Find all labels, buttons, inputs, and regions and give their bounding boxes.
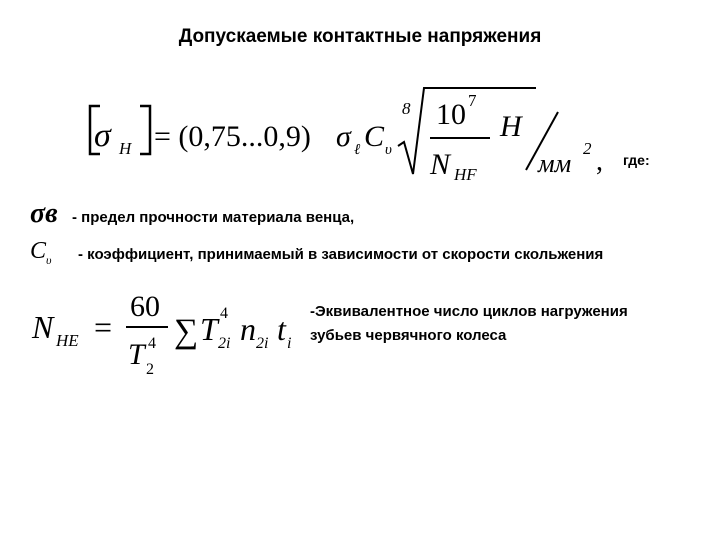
fraction-numerator: 10 <box>436 98 466 131</box>
contact-stress-formula <box>80 84 620 184</box>
cv-subscript: υ <box>385 142 392 158</box>
t2i-exponent: 4 <box>220 305 228 322</box>
sigma-h-symbol: σ <box>94 117 111 154</box>
denominator-exponent: 4 <box>148 335 156 352</box>
denominator-t: T <box>128 338 145 371</box>
denominator-subscript: HF <box>454 165 477 184</box>
def-equivalent-line1: -Эквивалентное число циклов нагружения <box>310 303 628 320</box>
sigma-h-subscript: H <box>119 139 132 158</box>
slide-title: Допускаемые контактные напряжения <box>178 26 542 47</box>
def-equivalent-cycles <box>310 300 628 348</box>
cv-base: C <box>30 238 47 264</box>
ti-symbol: t <box>277 311 286 347</box>
equals-sign: = <box>94 309 113 345</box>
root-index: 8 <box>402 99 411 118</box>
def-coefficient: - коэффициент, принимаемый в зависимости от скорости скольжения <box>78 246 604 263</box>
fraction-denominator: N <box>430 148 451 181</box>
right-bracket <box>140 106 150 154</box>
n2i-subscript: 2i <box>256 335 269 352</box>
numerator-exponent: 7 <box>468 91 477 110</box>
sigma-l-subscript: ℓ <box>354 142 361 158</box>
t2i-subscript: 2i <box>218 335 231 352</box>
cv-definition-symbol <box>30 238 52 273</box>
t2i-symbol: T <box>200 311 218 347</box>
nhe-symbol: N <box>32 309 54 345</box>
def-tensile-strength: - предел прочности материала венца, <box>72 209 355 226</box>
def-equivalent-line2: зубьев червячного колеса <box>310 327 507 344</box>
numerator-60: 60 <box>130 290 160 323</box>
sigma-b-symbol: σв <box>30 198 58 229</box>
unit-newton: H <box>500 110 522 143</box>
ti-subscript: i <box>287 335 292 352</box>
equivalent-cycles-formula <box>28 282 308 382</box>
coefficient-range: = (0,75...0,9) <box>154 120 311 153</box>
sum-sign: ∑ <box>174 313 199 350</box>
where-label: где: <box>623 152 650 168</box>
nhe-subscript: HE <box>56 331 79 350</box>
sigma-l-symbol: σ <box>336 120 351 153</box>
unit-exponent: 2 <box>583 139 592 158</box>
n2i-symbol: n <box>240 311 256 347</box>
unit-mm: мм <box>538 149 572 178</box>
denominator-subscript-2: 2 <box>146 361 154 378</box>
formula-comma: , <box>596 146 603 177</box>
cv-symbol: C <box>364 120 385 153</box>
cv-sub: υ <box>46 252 52 267</box>
